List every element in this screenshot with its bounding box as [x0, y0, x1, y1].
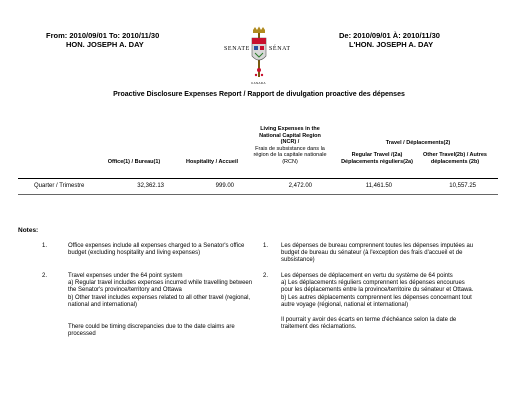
header-right-dates: De: 2010/09/01 À: 2010/11/30: [339, 31, 440, 40]
col-living: [252, 126, 328, 166]
table-row-rule: [18, 194, 498, 195]
note-fr-1-text: Les dépenses de bureau comprennent toutes les dépenses imputées au budget de bureau du sénateur (à l'exception des frais d'accueil et de subsistance): [281, 243, 474, 264]
senate-crest-logo: [224, 26, 294, 88]
crest-label-senat: SÉNAT: [269, 46, 291, 52]
note-en-2b: b) Other travel includes expenses related to all other travel (regional, national and international): [68, 294, 251, 308]
header-left-name: HON. JOSEPH A. DAY: [66, 40, 144, 49]
col-other-travel: Other Travel(2b) / Autres déplacements (2b): [423, 152, 487, 165]
col-regular-travel: Regular Travel /(2a) Déplacements réguliers(2a): [341, 152, 413, 165]
table-header-rule: [18, 178, 498, 179]
note-fr-2a: a) Les déplacements réguliers comprennent les dépenses encourues pour les déplacements entre la province/territoire du sénateur et Ottawa.: [281, 280, 474, 294]
cell-regular-travel: 11,461.50: [365, 183, 392, 189]
col-office: Office(1) / Bureau(1): [107, 159, 161, 165]
cell-office: 32,362.13: [137, 183, 164, 189]
note-fr-2-text: Les dépenses de déplacement en vertu du système de 64 points: [281, 273, 453, 279]
header-left: [46, 31, 196, 49]
crest-icon: [224, 26, 294, 88]
note-en-1-text: Office expenses include all expenses charged to a Senator's office budget (excluding hospitality and living expenses): [68, 243, 245, 257]
row-label: Quarter / Trimestre: [34, 183, 85, 189]
crest-label-senate: SENATE: [224, 46, 250, 52]
note-fr-2b: b) Les autres déplacements comprennent les dépenses concernant tout autre voyage (régional, national et international): [281, 294, 472, 308]
col-living-fr: Frais de subsistance dans la région de la capitale nationale (RCN): [253, 145, 327, 165]
cell-living: 2,472.00: [288, 183, 312, 189]
col-travel-group: Travel / Déplacements(2): [385, 140, 451, 146]
note-en-2-num: 2.: [42, 273, 48, 279]
header-right: [339, 31, 489, 49]
table-row: [18, 183, 498, 193]
header-left-dates: From: 2010/09/01 To: 2010/11/30: [46, 31, 160, 40]
note-fr-2: [281, 273, 475, 331]
notes-heading: Notes:: [18, 227, 39, 234]
note-en-2: [68, 273, 260, 338]
note-en-2-extra: There could be timing discrepancies due to the date claims are processed: [68, 324, 235, 338]
note-en-2-text: Travel expenses under the 64 point system: [68, 273, 183, 279]
cell-other-travel: 10,557.25: [449, 183, 476, 189]
note-fr-2-num: 2.: [263, 273, 269, 279]
note-en-1-num: 1.: [42, 243, 48, 249]
crest-motto: CANADA: [251, 81, 266, 85]
note-fr-1-num: 1.: [263, 243, 269, 249]
col-hospitality: Hospitality / Accueil: [185, 159, 239, 165]
report-title: Proactive Disclosure Expenses Report / Rapport de divulgation proactive des dépenses: [113, 91, 405, 98]
header-right-name: L'HON. JOSEPH A. DAY: [349, 40, 434, 49]
col-living-en: Living Expenses in the National Capital Region (NCR) /: [259, 126, 321, 146]
note-en-2a: a) Regular travel includes expenses incurred while travelling between the Senator's province/territory and Ottawa: [68, 280, 253, 294]
note-fr-2-extra: Il pourrait y avoir des écarts en terme d'échéance selon la date de traitement des réclamations.: [281, 317, 457, 331]
cell-hospitality: 999.00: [215, 183, 234, 189]
